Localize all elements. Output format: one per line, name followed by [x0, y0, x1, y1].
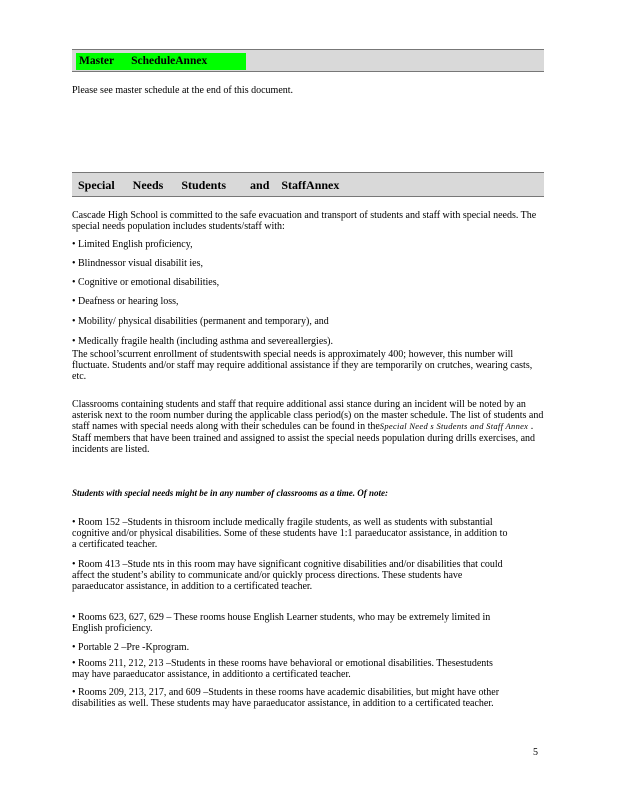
- special-needs-intro: Cascade High School is committed to the safe evacuation and transport of students and staff with special needs. The special needs population includes students/staff with:: [72, 210, 537, 233]
- classrooms-paragraph: [72, 399, 546, 455]
- master-schedule-header-bar: [72, 49, 544, 72]
- rooms-211-212-213-item: • Rooms 211, 212, 213 –Students in these rooms have behavioral or emotional disabilities. Thesestudents may have paraeducator assistance, in additionto a certificated teacher.: [72, 658, 493, 681]
- classrooms-text-end: . Staff members that have been trained and assigned to assist the special needs population during drills exercises, and incidents are listed.: [72, 421, 536, 455]
- rooms-623-627-629-item: • Rooms 623, 627, 629 – These rooms house English Learner students, who may be extremely limited in English proficiency.: [72, 612, 491, 635]
- bullet-blindness: • Blindnessor visual disabilit ies,: [72, 258, 203, 269]
- bullet-mobility: • Mobility/ physical disabilities (permanent and temporary), and: [72, 316, 329, 327]
- room-413-item: • Room 413 –Stude nts in this room may have significant cognitive disabilities and/or disabilities that could affect the student’s ability to communicate and/or quickly process directions. These students have paraeducator assistance, in addition to a certificated teacher.: [72, 559, 503, 593]
- special-needs-heading: Special Needs Students and StaffAnnex: [78, 178, 340, 192]
- room-152-item: • Room 152 –Students in thisroom include medically fragile students, as well as students with substantial cognitive and/or physical disabilities. Some of these students have 1:1 paraeducator assistance, in addition to a certificated teacher.: [72, 517, 508, 551]
- bullet-deafness: • Deafness or hearing loss,: [72, 296, 179, 307]
- enrollment-paragraph: The school’scurrent enrollment of studentswith special needs is approximately 400; however, this number will fluctuate. Students and/or staff may require additional assistance if they are temporarily on crutches, wearing casts, etc.: [72, 349, 533, 383]
- portable-2-item: • Portable 2 –Pre -Kprogram.: [72, 642, 190, 653]
- page-number: 5: [533, 747, 538, 758]
- special-needs-annex-reference: Special Need s Students and Staff Annex: [379, 421, 529, 432]
- master-schedule-text: Please see master schedule at the end of this document.: [72, 85, 294, 96]
- master-schedule-heading: Master ScheduleAnnex: [76, 53, 246, 70]
- bullet-limited-english: • Limited English proficiency,: [72, 239, 193, 250]
- special-needs-header-bar: [72, 172, 544, 197]
- rooms-209-213-217-609-item: • Rooms 209, 213, 217, and 609 –Students in these rooms have academic disabilities, but might have other disabilities as well. These students may have paraeducator assistance, in addition to a certificated teacher.: [72, 687, 500, 710]
- bullet-medically-fragile: • Medically fragile health (including asthma and severeallergies).: [72, 336, 333, 347]
- note-heading: Students with special needs might be in any number of classrooms as a time. Of note:: [72, 488, 389, 498]
- classrooms-text-start: Classrooms containing students and staff that require additional assi stance during an incident will be noted by an asterisk next to the room number during the applicable class period(s) on the master schedule. The list of students and staff names with special needs along with their schedules can be found in the: [72, 399, 544, 433]
- bullet-cognitive: • Cognitive or emotional disabilities,: [72, 277, 220, 288]
